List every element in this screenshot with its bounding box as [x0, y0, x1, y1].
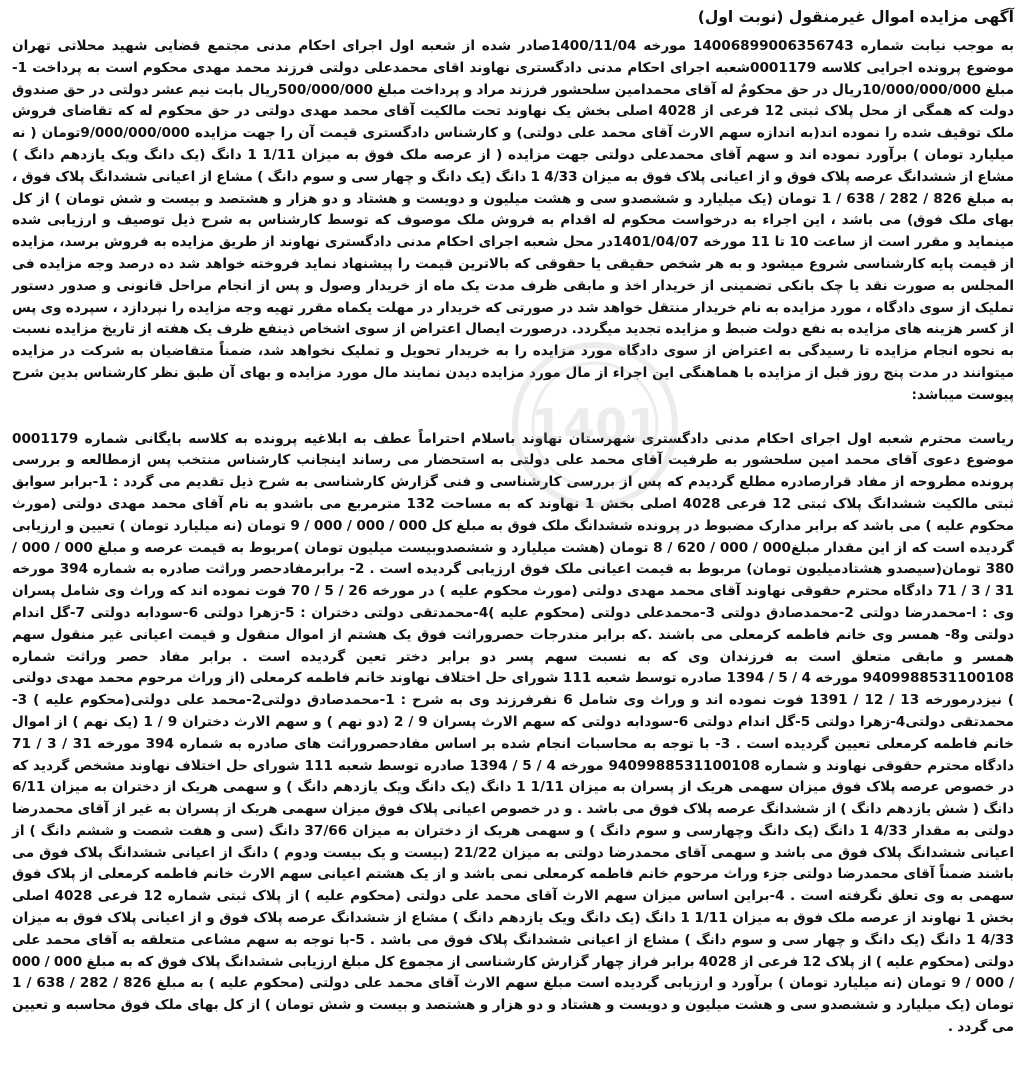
notice-title: آگهی مزایده اموال غیرمنقول (نوبت اول)	[697, 8, 1014, 26]
auction-notice-paragraph: به موجب نیابت شماره 14006899006356743 مورخه 1400/11/04صادر شده از شعبه اول اجرای احکام مدنی مجتمع قضایی شهید محلاتی تهران موضوع پرونده اجرایی کلاسه 0001179شعبه اجرای احکام مدنی دادگستری نهاوند اقای محمدعلی دولتی فرزند محمد مهدی محکوم است به پرداخت 1- مبلغ 10/000/000/000ریال در حق محکومٌ له آقای محمدامین سلحشور فرزند مراد و پرداخت مبلغ 500/000/000ریال بابت نیم عشر دولتی در حق صندوق دولت که همگی از محل پلاک ثبتی 12 فرعی از 4028 اصلی بخش یک نهاوند تحت مالکیت آقای محمد مهدی دولتی در حق محکوم له که تقاضای فروش ملک توقیف شده را نموده اند(به اندازه سهم الارث آقای محمد علی دولتی) و کارشناس دادگستری قیمت آن را جهت مزایده 9/000/000/000تومان ( نه میلیارد تومان ) برآورد نموده اند و سهم آقای محمدعلی دولتی جهت مزایده ( از عرصه ملک فوق به میزان 1/11 1 دانگ (یک دانگ ویک یازدهم دانگ ) مشاع از ششدانگ عرصه پلاک فوق و از اعیانی پلاک فوق به میزان 4/33 1 دانگ (یک دانگ و چهار سی و سوم دانگ ) مشاع از اعیانی ششدانگ پلاک فوق ، به مبلغ 826 / 282 / 638 / 1 تومان (یک میلیارد و ششصدو سی و هشت میلیون و دویست و هشتاد و دو هزار و هشتصد و بیست و شش تومان ) از کل بهای ملک فوق) می باشد ، این اجراء به درخواست محکوم له اقدام به فروش ملک موصوف که توسط کارشناس به شرح ذیل توصیف و ارزیابی شده مینماید و مقرر است از ساعت 10 تا 11 مورخه 1401/04/07در محل شعبه اجرای احکام مدنی دادگستری نهاوند از طریق مزایده به فروش برسد، مزایده از قیمت پایه کارشناسی شروع میشود و به هر شخص حقیقی یا حقوقی که بالاترین قیمت را پیشنهاد نماید فروخته خواهد شد ده درصد وجه مزایده فی المجلس به صورت نقد یا چک بانکی تضمینی از خریدار اخذ و مابقی ظرف مدت یک ماه از خریدار وصول و پس از انجام مراحل قانونی و صدور دستور تملیک از سوی دادگاه ، مورد مزایده به نام خریدار منتقل خواهد شد در صورتی که خریدار در مهلت یکماه مقرر تهیه وجه مزایده را نپردازد ، سپرده وی پس از کسر هزینه های مزایده به نفع دولت ضبط و مزایده تجدید میگردد. درصورت ایصال اعتراض از سوی اشخاص ذینفع ظرف یک هفته از تاریخ مزایده نسبت به نحوه انجام مزایده تا رسیدگی به اعتراض از سوی دادگاه مورد مزایده را به خریدار تحویل و تملیک نخواهد شد، ضمناً متقاضیان به شرکت در مزایده میتوانند در مدت پنج روز قبل از مزایده با هماهنگی این اجراء از مال مورد مزایده دیدن نمایند مال مورد مزایده و بهای آن طبق نظر کارشناس بدین شرح پیوست میباشد:	[12, 38, 1015, 403]
expert-report-paragraph: ریاست محترم شعبه اول اجرای احکام مدنی دادگستری شهرستان نهاوند باسلام احتراماً عطف به ابلاغیه پرونده به کلاسه بایگانی شماره 0001179 موضوع دعوی آقای محمد امین سلحشور به طرفیت آقای محمد علی دولتی به استحضار می رساند اینجانب کارشناس منتخب پس ازمطالعه و بررسی پرونده مطروحه از مفاد قرارصادره مطلع گردیدم که پس از بررسی کارشناسی و فنی گزارش کارشناسی به شرح ذیل تقدیم می گردد : 1-برابر سوابق ثبتی مالکیت ششدانگ پلاک ثبتی 12 فرعی 4028 اصلی بخش 1 نهاوند که به مساحت 132 مترمربع می باشدو به نام آقای محمد مهدی دولتی (مورث محکوم علیه ) می باشد که برابر مدارک مضبوط در پرونده ششدانگ ملک فوق به مبلغ کل 000 / 000 / 000 / 9 تومان (نه میلیارد تومان ) تعیین و ارزیابی گردیده است که از این مقدار مبلغ000 / 000 / 620 / 8 تومان (هشت میلیارد و ششصدوبیست میلیون تومان )مربوط به قیمت عرصه و مبلغ 000 / 000 / 380 تومان(سیصدو هشتادمیلیون تومان) مربوط به قیمت اعیانی ملک فوق ارزیابی گردیده است . 2- برابرمفادحصر وراثت صادره به شماره 394 مورخه 31 / 3 / 71 دادگاه محترم حقوقی نهاوند آقای محمد مهدی دولتی (مورث محکوم علیه ) در مورخه 26 / 5 / 70 فوت نموده اند که وراث وی شامل پسران وی : ا-محمدرضا دولتی 2-محمدصادق دولتی 3-محمدعلی دولتی (محکوم علیه )4-محمدتقی دولتی دختران : 5-زهرا دولتی 6-سودابه دولتی 7-گل اندام دولتی و8- همسر وی خانم فاطمه کرمعلی می باشند .که برابر مندرجات حصروراثت فوق یک هشتم از اموال منقول و قیمت اعیانی غیر منقول سهم همسر و مابقی متعلق است به فرزندان وی که به نسبت سهم پسر دو برابر دختر تعین گردیده است . برابر مفاد حصر وراثت شماره 9409988531100108 مورخه 4 / 5 / 1394 صادره توسط شعبه 111 شورای حل اختلاف نهاوند خانم فاطمه کرمعلی (از وراث مرحوم محمد مهدی دولتی ) نیزدرمورخه 13 / 12 / 1391 فوت نموده اند و وراث وی شامل 6 نفرفرزند وی به شرح : 1-محمدصادق دولتی2-محمد علی دولتی(محکوم علیه ) 3-محمدتقی دولتی4-زهرا دولتی 5-گل اندام دولتی 6-سودابه دولتی که سهم الارث پسران 9 / 2 (دو نهم ) و سهم الارث دختران 9 / 1 (یک نهم ) از اموال خانم فاطمه کرمعلی تعیین گردیده است . 3- با توجه به محاسبات انجام شده بر اساس مفادحصروراثت های صادره به شماره 394 مورخه 31 / 3 / 71 دادگاه محترم حقوقی نهاوند و شماره 9409988531100108 مورخه 4 / 5 / 1394 صادره توسط شعبه 111 شورای حل اختلاف نهاوند مشخص گردید که در خصوص عرصه پلاک فوق میزان سهمی هریک از پسران به میزان 1/11 1 دانگ (یک دانگ ویک یازدهم دانگ ) و سهمی هریک از دختران به میزان 6/11 دانگ ( شش یازدهم دانگ ) از ششدانگ عرصه پلاک فوق می باشد . و در خصوص اعیانی پلاک فوق میزان سهمی هریک از پسران به غیر از آقای محمدرضا دولتی به مقدار 4/33 1 دانگ (یک دانگ وچهارسی و سوم دانگ ) و سهمی هریک از دختران به میزان 37/66 دانگ (سی و هفت شصت و ششم دانگ ) از اعیانی ششدانگ پلاک فوق می باشد و سهمی آقای محمدرضا دولتی به میزان 21/22 (بیست و یک بیست ودوم ) دانگ از اعیانی ششدانگ پلاک فوق می باشند ضمناً آقای محمدرضا دولتی جزء وراث مرحوم خانم فاطمه کرمعلی نمی باشد و از یک هشتم اعیانی سهم الارث خانم فاطمه کرمعلی از پلاک فوق سهمی به وی تعلق نگرفته است . 4-براین اساس میزان سهم الارث آقای محمد علی دولتی (محکوم علیه ) از پلاک ثبتی شماره 12 فرعی 4028 اصلی بخش 1 نهاوند از عرصه ملک فوق به میزان 1/11 1 دانگ (یک دانگ ویک یازدهم دانگ ) مشاع از ششدانگ عرصه پلاک فوق و از اعیانی پلاک فوق به میزان 4/33 1 دانگ (یک دانگ و چهار سی و سوم دانگ ) مشاع از اعیانی ششدانگ پلاک فوق می باشد . 5-با توجه به سهم مشاعی متعلقه به آقای محمد علی دولتی (محکوم علیه ) از پلاک 12 فرعی از 4028 برابر فراز چهار گزارش کارشناسی از مجموع کل مبلغ ارزیابی ششدانگ پلاک فوق که به مبلغ 000 / 000 / 000 / 9 تومان (نه میلیارد تومان ) برآورد و ارزیابی گردیده است مبلغ سهم الارث آقای محمد علی دولتی (محکوم علیه ) به مبلغ 826 / 282 / 638 / 1 تومان (یک میلیارد و ششصدو سی و هشت میلیون و دویست و هشتاد و دو هزار و هشتصد و بیست و شش تومان ) از کل بهای ملک فوق محاسبه و تعیین می گردد .	[12, 430, 1015, 1036]
watermark-year: 1401	[530, 399, 660, 453]
